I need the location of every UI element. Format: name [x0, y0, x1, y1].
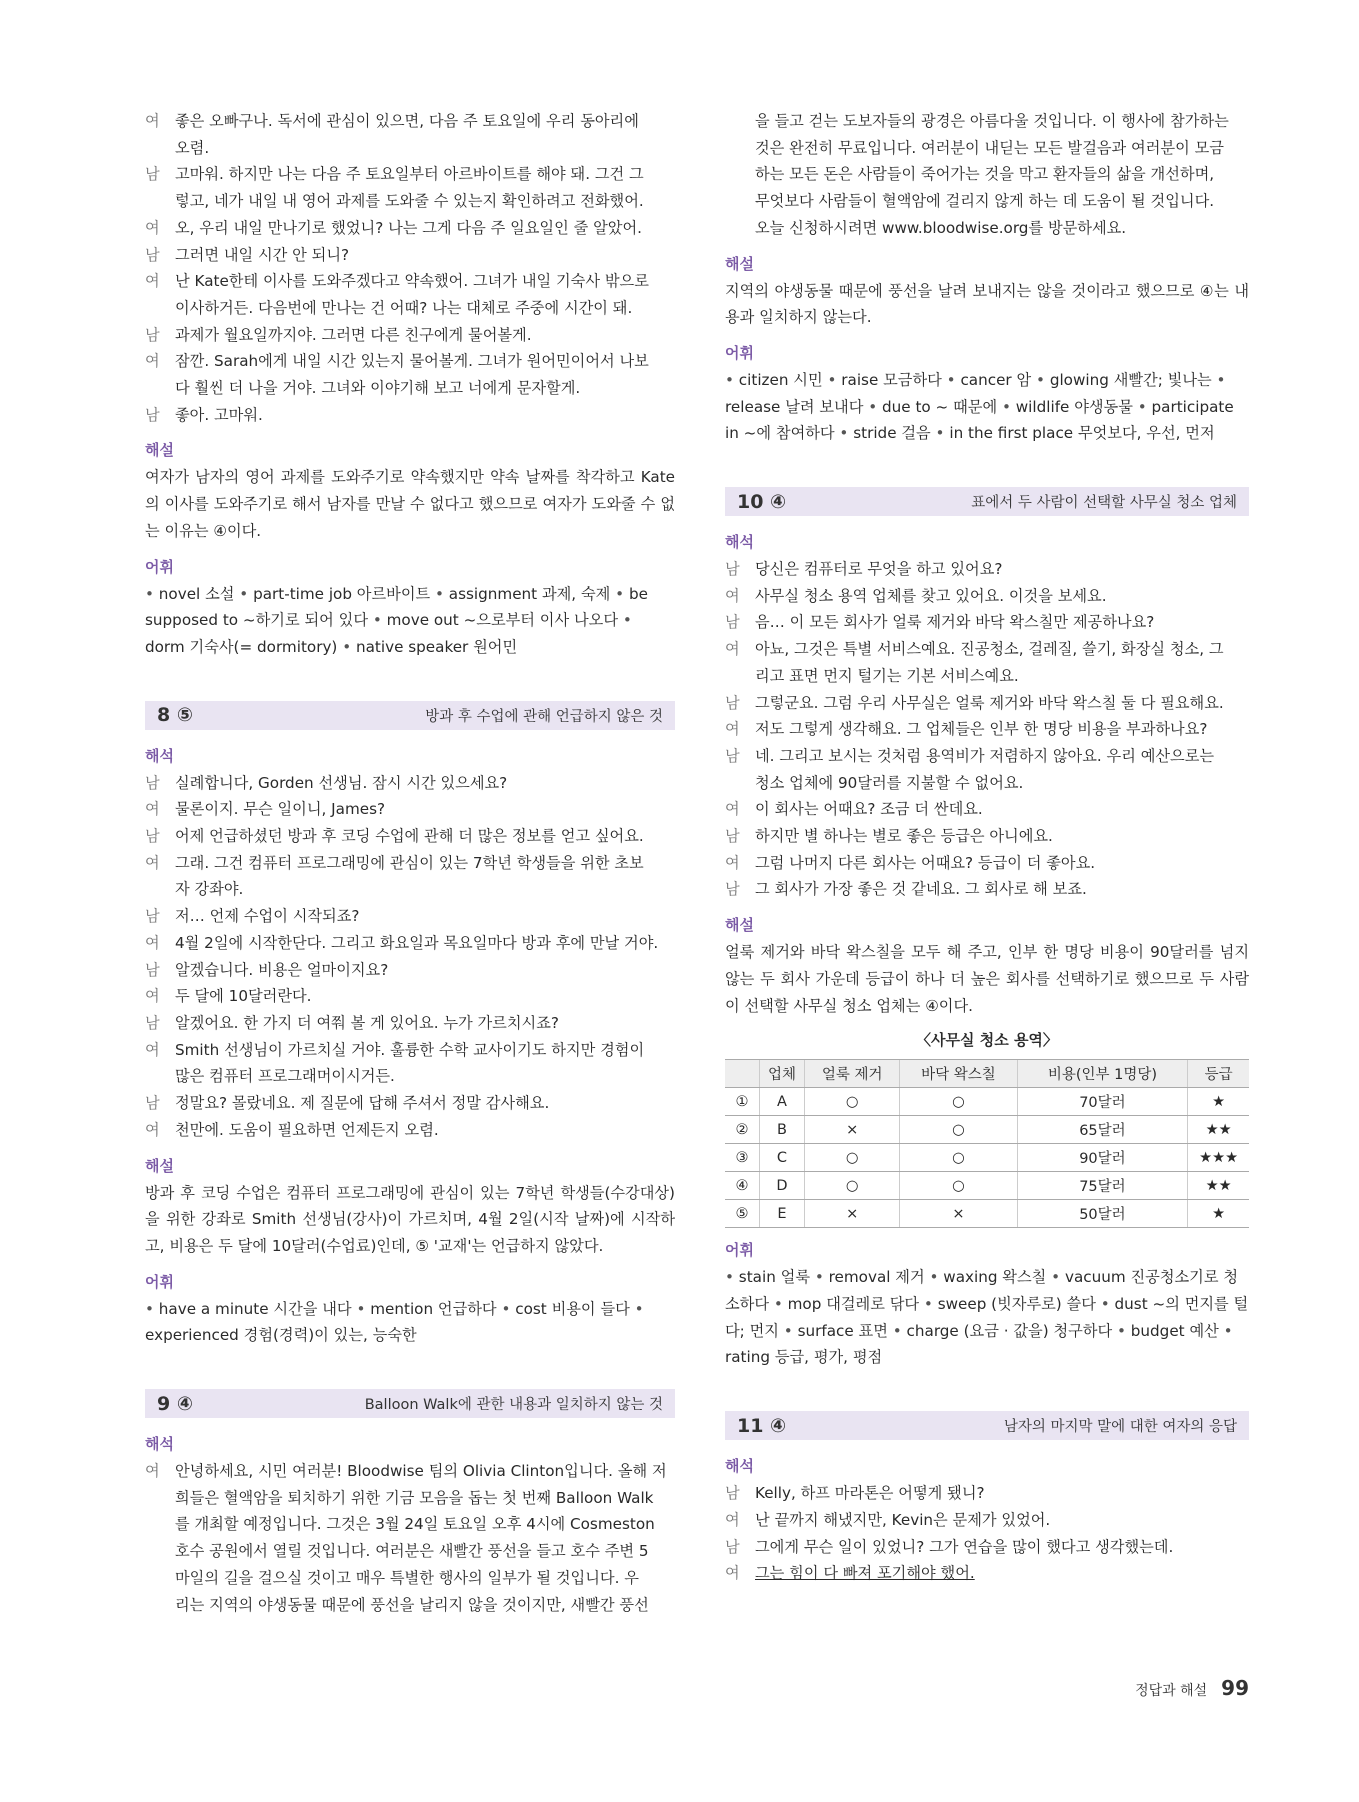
vocab-1-heading: 어휘 — [145, 557, 174, 576]
table-cell: 90달러 — [1017, 1144, 1188, 1172]
dialog-line — [725, 1480, 1249, 1507]
dialog-text — [755, 556, 1249, 583]
dialog-text-line: 마일의 길을 걸으실 것이고 매우 특별한 행사의 일부가 될 것입니다. 우 — [175, 1568, 639, 1587]
dialog-text — [175, 983, 675, 1010]
dialog-line — [725, 823, 1249, 850]
dialog-line — [725, 556, 1249, 583]
speaker-label: 남 — [725, 880, 740, 899]
dialog-line — [145, 850, 675, 903]
table-cell: A — [760, 1088, 805, 1116]
vocab-1-list — [145, 581, 675, 661]
dialog-text — [175, 957, 675, 984]
dialog-text-line: 그는 힘이 다 빠져 포기해야 했어. — [755, 1564, 975, 1583]
dialog-text-line: 고마워. 하지만 나는 다음 주 토요일부터 아르바이트를 해야 돼. 그건 그 — [175, 165, 644, 184]
speaker-label: 여 — [725, 720, 740, 739]
speaker-label: 여 — [725, 640, 740, 659]
dialog-text-line: 당신은 컴퓨터로 무엇을 하고 있어요? — [755, 560, 1003, 579]
explain-8-heading: 해설 — [145, 1156, 174, 1175]
dialog-line — [145, 402, 675, 429]
speaker-label: 여 — [145, 218, 160, 237]
q8-translation-heading: 해석 — [145, 746, 174, 765]
table-cell: 70달러 — [1017, 1088, 1188, 1116]
vocab-10-heading: 어휘 — [725, 1241, 754, 1260]
dialog-text-line: 음… 이 모든 회사가 얼룩 제거와 바닥 왁스칠만 제공하나요? — [755, 613, 1155, 632]
vocab-item: • move out ~으로부터 이사 나오다 — [373, 611, 618, 629]
table-row — [725, 1088, 1249, 1116]
dialog-text-line: 하지만 별 하나는 별로 좋은 등급은 아니에요. — [755, 827, 1053, 846]
dialog-line — [145, 161, 675, 214]
dialog-line — [725, 690, 1249, 717]
dialog-line — [725, 1507, 1249, 1534]
dialog-text-line: 오, 우리 내일 만나기로 했었니? 나는 그게 다음 주 일요일인 줄 알았어. — [175, 218, 642, 237]
dialog-9 — [145, 1458, 675, 1618]
question-8-bar — [145, 701, 675, 730]
dialog-text-line: 과제가 월요일까지야. 그러면 다른 친구에게 물어볼게. — [175, 325, 532, 344]
dialog-text — [755, 583, 1249, 610]
dialog-text — [175, 1458, 675, 1618]
speaker-label: 남 — [145, 827, 160, 846]
vocab-item: • glowing 새빨간; 빛나는 — [1036, 371, 1212, 389]
table-cell: ④ — [725, 1172, 760, 1200]
table-cell: ○ — [900, 1172, 1017, 1200]
explain-1-heading: 해설 — [145, 441, 174, 460]
speaker-label: 남 — [145, 1094, 160, 1113]
speaker-label: 남 — [145, 405, 160, 424]
dialog-text-line: 저… 언제 수업이 시작되죠? — [175, 907, 360, 926]
footer-label: 정답과 해설 — [1135, 1683, 1208, 1699]
dialog-line — [145, 823, 675, 850]
vocab-item: • charge (요금 · 값을) 청구하다 — [893, 1322, 1112, 1340]
explain-10-heading: 해설 — [725, 916, 754, 935]
speaker-label: 남 — [145, 1013, 160, 1032]
dialog-8 — [145, 770, 675, 1144]
dialog-text — [755, 796, 1249, 823]
table-header-cell: 업체 — [760, 1060, 805, 1088]
dialog-text — [755, 636, 1249, 689]
table-row — [725, 1144, 1249, 1172]
table-cell: × — [804, 1200, 899, 1228]
page-footer — [1135, 1676, 1249, 1700]
dialog-text-line: 호수 공원에서 열릴 것입니다. 여러분은 새빨간 풍선을 들고 호수 주변 5 — [175, 1542, 649, 1561]
dialog-text — [175, 1117, 675, 1144]
q10-translation-heading: 해석 — [725, 533, 754, 552]
dialog-text-line: 난 Kate한테 이사를 도와주겠다고 약속했어. 그녀가 내일 기숙사 밖으로 — [175, 272, 649, 291]
table-cell: 50달러 — [1017, 1200, 1188, 1228]
dialog-text-line: 아뇨, 그것은 특별 서비스예요. 진공청소, 걸레질, 쓸기, 화장실 청소, 그 — [755, 640, 1224, 659]
dialog-text-line: 4월 2일에 시작한단다. 그리고 화요일과 목요일마다 방과 후에 만날 거야. — [175, 933, 659, 952]
question-11-bar — [725, 1411, 1249, 1440]
dialog-text-line: 이사하거든. 다음번에 만나는 건 어때? 나는 대체로 주중에 시간이 돼. — [175, 298, 633, 317]
speaker-label: 여 — [145, 1040, 160, 1059]
vocab-8-list — [145, 1296, 675, 1349]
dialog-text — [175, 108, 675, 161]
dialog-text-line: 알겠습니다. 비용은 얼마이지요? — [175, 960, 389, 979]
table-cell: ① — [725, 1088, 760, 1116]
table-header-cell — [725, 1060, 760, 1088]
dialog-text-line: 물론이지. 무슨 일이니, James? — [175, 800, 386, 819]
speaker-label: 여 — [725, 586, 740, 605]
explain-1-text: 여자가 남자의 영어 과제를 도와주기로 약속했지만 약속 날짜를 착각하고 Kate의 이사를 도와주기로 해서 남자를 만날 수 없다고 했으므로 여자가 도와줄 수 없는 이유는 ④이다. — [145, 468, 675, 540]
table-cell: ○ — [900, 1116, 1017, 1144]
dialog-line — [145, 770, 675, 797]
dialog-11 — [725, 1480, 1249, 1587]
dialog-line — [145, 796, 675, 823]
table-cell: B — [760, 1116, 805, 1144]
dialog-text-line: 하는 모든 돈은 사람들이 죽어가는 것을 막고 환자들의 삶을 개선하며, — [755, 165, 1215, 184]
dialog-text — [175, 1010, 675, 1037]
speaker-label: 여 — [725, 1510, 740, 1529]
question-10-number: 10 ④ — [737, 490, 787, 513]
dialog-text — [175, 242, 675, 269]
dialog-text-line: 그 회사가 가장 좋은 것 같네요. 그 회사로 해 보죠. — [755, 880, 1087, 899]
dialog-text — [755, 1507, 1249, 1534]
dialog-line — [145, 215, 675, 242]
dialog-text-line: 많은 컴퓨터 프로그래머이시거든. — [175, 1067, 395, 1086]
table-cell: × — [804, 1116, 899, 1144]
vocab-item: • sweep (빗자루로) 쓸다 — [924, 1295, 1096, 1313]
vocab-item: • part-time job 아르바이트 — [239, 585, 430, 603]
question-10-bar — [725, 487, 1249, 516]
table-cell: ③ — [725, 1144, 760, 1172]
dialog-text-line: 리고 표면 먼지 털기는 기본 서비스예요. — [755, 666, 1019, 685]
dialog-text-line: 그럼 나머지 다른 회사는 어때요? 등급이 더 좋아요. — [755, 853, 1096, 872]
dialog-text — [755, 690, 1249, 717]
table-row — [725, 1200, 1249, 1228]
dialog-line — [725, 636, 1249, 689]
dialog-text — [175, 930, 675, 957]
vocab-10-list — [725, 1264, 1249, 1371]
dialog-text-line: 좋아. 고마워. — [175, 405, 263, 424]
vocab-item: • due to ~ 때문에 — [868, 398, 997, 416]
dialog-text-line: 실례합니다, Gorden 선생님. 잠시 시간 있으세요? — [175, 773, 508, 792]
vocab-item: • dorm 기숙사(= dormitory) — [145, 611, 632, 656]
speaker-label: 남 — [725, 613, 740, 632]
vocab-item: • citizen 시민 — [725, 371, 823, 389]
dialog-line — [725, 743, 1249, 796]
dialog-text-line: 안녕하세요, 시민 여러분! Bloodwise 팀의 Olivia Clinton입니다. 올해 저 — [175, 1462, 667, 1481]
question-9-bar — [145, 1389, 675, 1418]
dialog-line — [725, 716, 1249, 743]
dialog-line — [725, 609, 1249, 636]
vocab-item: • rating 등급, 평가, 평점 — [725, 1322, 1233, 1367]
table-cell: ② — [725, 1116, 760, 1144]
table-cell: E — [760, 1200, 805, 1228]
dialog-line — [145, 348, 675, 401]
speaker-label: 여 — [145, 987, 160, 1006]
table-header-row — [725, 1060, 1249, 1088]
dialog-line — [145, 1010, 675, 1037]
dialog-text-line: 좋은 오빠구나. 독서에 관심이 있으면, 다음 주 토요일에 우리 동아리에 — [175, 112, 639, 130]
speaker-label: 남 — [145, 907, 160, 926]
dialog-line — [725, 876, 1249, 903]
speaker-label: 남 — [145, 325, 160, 344]
speaker-label: 여 — [725, 853, 740, 872]
dialog-text-line: 을 들고 걷는 도보자들의 광경은 아름다울 것입니다. 이 행사에 참가하는 — [755, 112, 1229, 130]
dialog-text-line: Smith 선생님이 가르치실 거야. 훌륭한 수학 교사이기도 하지만 경험이 — [175, 1040, 645, 1059]
table-body — [725, 1088, 1249, 1228]
dialog-text-line: 사무실 청소 용역 업체를 찾고 있어요. 이것을 보세요. — [755, 586, 1107, 605]
dialog-text — [755, 609, 1249, 636]
vocab-9-list — [725, 367, 1249, 447]
table-cell: ★★ — [1188, 1172, 1249, 1200]
vocab-item: • assignment 과제, 숙제 — [435, 585, 610, 603]
speaker-label: 남 — [725, 560, 740, 579]
dialog-line — [725, 796, 1249, 823]
question-11-topic: 남자의 마지막 말에 대한 여자의 응답 — [1003, 1419, 1237, 1436]
question-9-topic: Balloon Walk에 관한 내용과 일치하지 않는 것 — [364, 1397, 663, 1414]
speaker-label: 남 — [725, 1484, 740, 1503]
dialog-line — [725, 583, 1249, 610]
dialog-text — [755, 876, 1249, 903]
dialog-text-line: 청소 업체에 90달러를 지불할 수 없어요. — [755, 773, 1024, 792]
dialog-text-line: 무엇보다 사람들이 혈액암에 걸리지 않게 하는 데 도움이 될 것입니다. — [755, 192, 1215, 211]
vocab-item: • dust ~의 먼지를 털다; 먼지 — [725, 1295, 1248, 1340]
question-11-number: 11 ④ — [737, 1414, 787, 1437]
table-cell: ★★ — [1188, 1116, 1249, 1144]
dialog-text-line: 그러면 내일 시간 안 되니? — [175, 245, 350, 264]
table-title: 〈사무실 청소 용역〉 — [916, 1031, 1058, 1050]
dialog-text-line: 천만에. 도움이 필요하면 언제든지 오렴. — [175, 1120, 439, 1139]
speaker-label: 여 — [145, 933, 160, 952]
dialog-line — [725, 1534, 1249, 1561]
dialog-text-line: 자 강좌야. — [175, 880, 244, 899]
dialog-text-line: 오늘 신청하시려면 www.bloodwise.org를 방문하세요. — [755, 218, 1127, 237]
speaker-label: 여 — [145, 853, 160, 872]
right-column — [725, 108, 1249, 1587]
table-cell: ★★★ — [1188, 1144, 1249, 1172]
dialog-text-line: 그래. 그건 컴퓨터 프로그래밍에 관심이 있는 7학년 학생들을 위한 초보 — [175, 853, 644, 872]
q9-translation-heading: 해석 — [145, 1435, 174, 1454]
dialog-line — [145, 957, 675, 984]
question-8-number: 8 ⑤ — [157, 704, 193, 727]
dialog-text-line: 를 개최할 예정입니다. 그것은 3월 24일 토요일 오후 4시에 Cosmeston — [175, 1515, 655, 1534]
speaker-label: 여 — [145, 352, 160, 371]
speaker-label: 남 — [725, 693, 740, 712]
dialog-line — [145, 108, 675, 161]
vocab-item: • surface 표면 — [784, 1322, 888, 1340]
vocab-item: • experienced 경험(경력)이 있는, 능숙한 — [145, 1300, 644, 1345]
dialog-line — [725, 1560, 1249, 1587]
table-header-cell: 등급 — [1188, 1060, 1249, 1088]
speaker-label: 남 — [725, 1537, 740, 1556]
vocab-item: • participate in ~에 참여하다 — [725, 398, 1234, 443]
table-cell: ★ — [1188, 1088, 1249, 1116]
dialog-text-line: 난 끝까지 해냈지만, Kevin은 문제가 있었어. — [755, 1510, 1051, 1529]
speaker-label: 남 — [725, 827, 740, 846]
dialog-9-continued — [725, 108, 1249, 242]
vocab-item: • cancer 암 — [947, 371, 1032, 389]
speaker-label: 여 — [145, 272, 160, 291]
speaker-label: 여 — [145, 800, 160, 819]
table-cell: 75달러 — [1017, 1172, 1188, 1200]
dialog-text-line: 희들은 혈액암을 퇴치하기 위한 기금 모음을 돕는 첫 번째 Balloon Walk — [175, 1488, 654, 1507]
dialog-text — [175, 796, 675, 823]
dialog-line — [725, 850, 1249, 877]
table-header-cell: 얼룩 제거 — [804, 1060, 899, 1088]
dialog-text-line: 저도 그렇게 생각해요. 그 업체들은 인부 한 명당 비용을 부과하나요? — [755, 720, 1208, 739]
dialog-text — [175, 1090, 675, 1117]
dialog-text — [175, 903, 675, 930]
table-row — [725, 1116, 1249, 1144]
dialog-text — [755, 716, 1249, 743]
table-cell: ○ — [804, 1144, 899, 1172]
dialog-line — [145, 930, 675, 957]
speaker-label: 남 — [145, 960, 160, 979]
vocab-item: • waxing 왁스칠 — [929, 1268, 1046, 1286]
vocab-item: • stain 얼룩 — [725, 1268, 810, 1286]
table-cell: C — [760, 1144, 805, 1172]
dialog-text — [755, 743, 1249, 796]
dialog-10 — [725, 556, 1249, 903]
vocab-item: • wildlife 야생동물 — [1002, 398, 1133, 416]
dialog-text-line: 두 달에 10달러란다. — [175, 987, 312, 1006]
table-cell: ○ — [900, 1088, 1017, 1116]
dialog-line — [145, 268, 675, 321]
vocab-item: • be supposed to ~하기로 되어 있다 — [145, 585, 648, 630]
speaker-label: 남 — [145, 165, 160, 184]
dialog-text — [175, 161, 675, 214]
question-9-number: 9 ④ — [157, 1392, 193, 1415]
dialog-text-line: 오렴. — [175, 138, 210, 157]
dialog-text — [755, 1560, 1249, 1587]
vocab-item: • mention 언급하다 — [356, 1300, 496, 1318]
vocab-8-heading: 어휘 — [145, 1272, 174, 1291]
vocab-item: • removal 제거 — [815, 1268, 925, 1286]
dialog-text — [175, 402, 675, 429]
dialog-text-line: 리는 지역의 야생동물 때문에 풍선을 날리지 않을 것이지만, 새빨간 풍선 — [175, 1595, 649, 1614]
vocab-item: • release 날려 보내다 — [725, 371, 1225, 416]
speaker-label: 남 — [145, 245, 160, 264]
dialog-text — [175, 348, 675, 401]
table-cell: D — [760, 1172, 805, 1200]
table-header-cell: 비용(인부 1명당) — [1017, 1060, 1188, 1088]
cleaning-service-table — [725, 1059, 1249, 1228]
dialog-text-line: 다 훨씬 더 나을 거야. 그녀와 이야기해 보고 너에게 문자할게. — [175, 379, 581, 398]
dialog-text-line: 네. 그리고 보시는 것처럼 용역비가 저렴하지 않아요. 우리 예산으로는 — [755, 746, 1215, 765]
dialog-text-line: Kelly, 하프 마라톤은 어떻게 됐니? — [755, 1484, 985, 1503]
speaker-label: 여 — [145, 1120, 160, 1139]
speaker-label: 여 — [145, 112, 160, 130]
table-cell: ★ — [1188, 1200, 1249, 1228]
explain-10-text: 얼룩 제거와 바닥 왁스칠을 모두 해 주고, 인부 한 명당 비용이 90달러를 넘지 않는 두 회사 가운데 등급이 하나 더 높은 회사를 선택하기로 했으므로 두 사람이 선택할 사무실 청소 업체는 ④이다. — [725, 943, 1249, 1015]
dialog-text — [755, 1534, 1249, 1561]
dialog-text-line: 어제 언급하셨던 방과 후 코딩 수업에 관해 더 많은 정보를 얻고 싶어요. — [175, 827, 644, 846]
vocab-item: • vacuum 진공청소기로 청소하다 — [725, 1268, 1238, 1313]
dialog-text — [175, 823, 675, 850]
speaker-label: 남 — [145, 773, 160, 792]
table-cell: 65달러 — [1017, 1116, 1188, 1144]
dialog-text — [755, 850, 1249, 877]
dialog-line — [145, 1458, 675, 1618]
table-cell: ○ — [900, 1144, 1017, 1172]
table-cell: ⑤ — [725, 1200, 760, 1228]
dialog-text — [755, 1480, 1249, 1507]
dialog-text — [175, 770, 675, 797]
page-number: 99 — [1221, 1676, 1249, 1700]
dialog-text — [175, 1037, 675, 1090]
dialog-text-line: 그에게 무슨 일이 있었니? 그가 연습을 많이 했다고 생각했는데. — [755, 1537, 1174, 1556]
dialog-text-line: 정말요? 몰랐네요. 제 질문에 답해 주셔서 정말 감사해요. — [175, 1094, 550, 1113]
q11-translation-heading: 해석 — [725, 1457, 754, 1476]
dialog-line — [145, 1117, 675, 1144]
dialog-line — [145, 903, 675, 930]
explain-9-text: 지역의 야생동물 때문에 풍선을 날려 보내지는 않을 것이라고 했으므로 ④는 내용과 일치하지 않는다. — [725, 281, 1249, 327]
dialog-text — [755, 823, 1249, 850]
speaker-label: 여 — [725, 1564, 740, 1583]
table-header-cell: 바닥 왁스칠 — [900, 1060, 1017, 1088]
left-column — [145, 108, 675, 1618]
question-10-topic: 표에서 두 사람이 선택할 사무실 청소 업체 — [971, 495, 1237, 512]
vocab-item: • stride 걸음 — [839, 424, 930, 442]
vocab-item: • mop 대걸레로 닦다 — [774, 1295, 919, 1313]
vocab-9-heading: 어휘 — [725, 343, 754, 362]
dialog-line — [145, 1037, 675, 1090]
dialog-text — [175, 215, 675, 242]
dialog-text-line: 그렇군요. 그럼 우리 사무실은 얼룩 제거와 바닥 왁스칠 둘 다 필요해요. — [755, 693, 1224, 712]
dialog-line — [145, 242, 675, 269]
dialog-text-line: 이 회사는 어때요? 조금 더 싼데요. — [755, 800, 983, 819]
vocab-item: • cost 비용이 들다 — [501, 1300, 629, 1318]
dialog-1 — [145, 108, 675, 428]
dialog-line — [145, 1090, 675, 1117]
dialog-text-line: 잠깐. Sarah에게 내일 시간 있는지 물어볼게. 그녀가 원어민이어서 나보 — [175, 352, 649, 371]
dialog-text-line: 렇고, 네가 내일 내 영어 과제를 도와줄 수 있는지 확인하려고 전화했어. — [175, 192, 644, 211]
explain-8-text: 방과 후 코딩 수업은 컴퓨터 프로그래밍에 관심이 있는 7학년 학생들(수강대상)을 위한 강좌로 Smith 선생님(강사)이 가르치며, 4월 2일(시작 날짜)에 시작하고, 비용은 두 달에 10달러(수업료)인데, ⑤ '교재'는 언급하지 않았다. — [145, 1183, 675, 1255]
speaker-label: 남 — [725, 746, 740, 765]
vocab-item: • in the first place 무엇보다, 우선, 먼저 — [936, 424, 1215, 442]
table-row — [725, 1172, 1249, 1200]
vocab-item: • raise 모금하다 — [827, 371, 941, 389]
table-cell: × — [900, 1200, 1017, 1228]
dialog-text-line: 알겠어요. 한 가지 더 여쭤 볼 게 있어요. 누가 가르치시죠? — [175, 1013, 559, 1032]
question-8-topic: 방과 후 수업에 관해 언급하지 않은 것 — [425, 708, 663, 725]
vocab-item: • native speaker 원어민 — [342, 638, 517, 656]
dialog-text-line: 것은 완전히 무료입니다. 여러분이 내딛는 모든 발걸음과 여러분이 모금 — [755, 138, 1224, 157]
dialog-text — [175, 850, 675, 903]
dialog-text — [175, 322, 675, 349]
dialog-line — [145, 983, 675, 1010]
vocab-item: • novel 소설 — [145, 585, 234, 603]
dialog-line — [145, 322, 675, 349]
vocab-item: • have a minute 시간을 내다 — [145, 1300, 352, 1318]
speaker-label: 여 — [145, 1462, 160, 1481]
dialog-text — [175, 268, 675, 321]
table-cell: ○ — [804, 1172, 899, 1200]
table-cell: ○ — [804, 1088, 899, 1116]
vocab-item: • budget 예산 — [1117, 1322, 1219, 1340]
explain-9-heading: 해설 — [725, 254, 754, 273]
speaker-label: 여 — [725, 800, 740, 819]
